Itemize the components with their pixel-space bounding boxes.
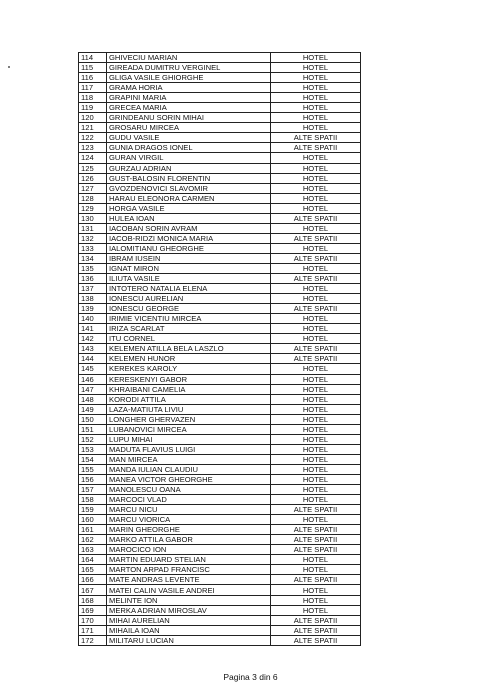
row-name: GLIGA VASILE GHIORGHE — [107, 73, 271, 83]
row-location: ALTE SPATII — [271, 575, 361, 585]
row-location: HOTEL — [271, 193, 361, 203]
row-location: HOTEL — [271, 485, 361, 495]
table-row — [79, 173, 361, 183]
row-location: ALTE SPATII — [271, 253, 361, 263]
row-number: 128 — [79, 193, 107, 203]
row-number: 147 — [79, 384, 107, 394]
row-location: ALTE SPATII — [271, 545, 361, 555]
row-location: HOTEL — [271, 434, 361, 444]
row-name: KHRAIBANI CAMELIA — [107, 384, 271, 394]
row-number: 123 — [79, 143, 107, 153]
row-location: ALTE SPATII — [271, 143, 361, 153]
row-name: MARCOCI VLAD — [107, 495, 271, 505]
row-name: KORODI ATTILA — [107, 394, 271, 404]
row-location: HOTEL — [271, 123, 361, 133]
row-name: LAZA-MATIUTA LIVIU — [107, 404, 271, 414]
row-location: HOTEL — [271, 394, 361, 404]
row-name: GROSARU MIRCEA — [107, 123, 271, 133]
row-name: GRINDEANU SORIN MIHAI — [107, 113, 271, 123]
row-name: MARTON ARPAD FRANCISC — [107, 565, 271, 575]
row-location: HOTEL — [271, 605, 361, 615]
table-row — [79, 213, 361, 223]
row-name: MATE ANDRAS LEVENTE — [107, 575, 271, 585]
row-location: HOTEL — [271, 314, 361, 324]
table-row — [79, 133, 361, 143]
row-name: GIREADA DUMITRU VERGINEL — [107, 63, 271, 73]
row-name: GURZAU ADRIAN — [107, 163, 271, 173]
row-location: HOTEL — [271, 324, 361, 334]
row-name: KELEMEN HUNOR — [107, 354, 271, 364]
table-row — [79, 525, 361, 535]
row-name: IRIZA SCARLAT — [107, 324, 271, 334]
row-name: GUST-BALOSIN FLORENTIN — [107, 173, 271, 183]
row-name: HARAU ELEONORA CARMEN — [107, 193, 271, 203]
table-row — [79, 454, 361, 464]
row-number: 118 — [79, 93, 107, 103]
row-location: HOTEL — [271, 103, 361, 113]
row-name: IACOB-RIDZI MONICA MARIA — [107, 233, 271, 243]
row-number: 152 — [79, 434, 107, 444]
table-row — [79, 123, 361, 133]
row-number: 130 — [79, 213, 107, 223]
row-name: MARIN GHEORGHE — [107, 525, 271, 535]
row-name: MARTIN EDUARD STELIAN — [107, 555, 271, 565]
row-number: 135 — [79, 263, 107, 273]
table-row — [79, 324, 361, 334]
row-name: MANEA VICTOR GHEORGHE — [107, 474, 271, 484]
table-row — [79, 394, 361, 404]
row-name: IONESCU AURELIAN — [107, 294, 271, 304]
row-number: 153 — [79, 444, 107, 454]
row-location: ALTE SPATII — [271, 133, 361, 143]
row-location: HOTEL — [271, 183, 361, 193]
table-row — [79, 505, 361, 515]
row-name: IBRAM IUSEIN — [107, 253, 271, 263]
row-number: 137 — [79, 284, 107, 294]
row-number: 142 — [79, 334, 107, 344]
table-row — [79, 233, 361, 243]
scan-speck — [8, 66, 10, 68]
row-number: 154 — [79, 454, 107, 464]
row-number: 165 — [79, 565, 107, 575]
row-location: HOTEL — [271, 555, 361, 565]
row-number: 145 — [79, 364, 107, 374]
table-row — [79, 485, 361, 495]
table-row — [79, 193, 361, 203]
row-number: 126 — [79, 173, 107, 183]
row-location: HOTEL — [271, 294, 361, 304]
table-row — [79, 73, 361, 83]
table-row — [79, 243, 361, 253]
row-name: MERKA ADRIAN MIROSLAV — [107, 605, 271, 615]
table-row — [79, 474, 361, 484]
table-row — [79, 495, 361, 505]
table-row — [79, 93, 361, 103]
table-row — [79, 615, 361, 625]
table-row — [79, 444, 361, 454]
table-row — [79, 53, 361, 63]
row-name: MILITARU LUCIAN — [107, 635, 271, 645]
table-row — [79, 535, 361, 545]
row-name: MADUTA FLAVIUS LUIGI — [107, 444, 271, 454]
row-number: 133 — [79, 243, 107, 253]
row-location: HOTEL — [271, 364, 361, 374]
row-number: 131 — [79, 223, 107, 233]
row-name: GUDU VASILE — [107, 133, 271, 143]
row-name: MAN MIRCEA — [107, 454, 271, 464]
table-row — [79, 274, 361, 284]
row-location: HOTEL — [271, 595, 361, 605]
row-location: HOTEL — [271, 454, 361, 464]
row-number: 120 — [79, 113, 107, 123]
row-name: LUBANOVICI MIRCEA — [107, 424, 271, 434]
row-location: HOTEL — [271, 263, 361, 273]
table-row — [79, 223, 361, 233]
table-row — [79, 334, 361, 344]
row-number: 164 — [79, 555, 107, 565]
row-number: 143 — [79, 344, 107, 354]
table-row — [79, 575, 361, 585]
row-location: ALTE SPATII — [271, 635, 361, 645]
row-number: 168 — [79, 595, 107, 605]
row-name: MARKO ATTILA GABOR — [107, 535, 271, 545]
row-location: HOTEL — [271, 464, 361, 474]
row-name: MANOLESCU OANA — [107, 485, 271, 495]
row-number: 124 — [79, 153, 107, 163]
row-location: ALTE SPATII — [271, 233, 361, 243]
row-location: HOTEL — [271, 223, 361, 233]
row-name: LONGHER GHERVAZEN — [107, 414, 271, 424]
row-number: 136 — [79, 274, 107, 284]
table-row — [79, 183, 361, 193]
row-name: MELINTE ION — [107, 595, 271, 605]
page-footer: Pagina 3 din 6 — [223, 672, 278, 682]
row-number: 172 — [79, 635, 107, 645]
table-row — [79, 424, 361, 434]
row-location: HOTEL — [271, 424, 361, 434]
table-row — [79, 565, 361, 575]
row-location: ALTE SPATII — [271, 213, 361, 223]
row-location: ALTE SPATII — [271, 505, 361, 515]
table-row — [79, 555, 361, 565]
row-number: 146 — [79, 374, 107, 384]
row-location: ALTE SPATII — [271, 615, 361, 625]
table-row — [79, 153, 361, 163]
row-number: 129 — [79, 203, 107, 213]
row-number: 125 — [79, 163, 107, 173]
row-number: 114 — [79, 53, 107, 63]
table-row — [79, 253, 361, 263]
table-row — [79, 103, 361, 113]
row-name: GRECEA MARIA — [107, 103, 271, 113]
row-number: 151 — [79, 424, 107, 434]
table-row — [79, 384, 361, 394]
table-row — [79, 344, 361, 354]
row-location: ALTE SPATII — [271, 525, 361, 535]
members-table — [78, 52, 361, 646]
row-name: GUNIA DRAGOS IONEL — [107, 143, 271, 153]
table-row — [79, 364, 361, 374]
table-row — [79, 595, 361, 605]
table-row — [79, 404, 361, 414]
row-location: HOTEL — [271, 113, 361, 123]
row-location: ALTE SPATII — [271, 344, 361, 354]
row-name: IRIMIE VICENTIU MIRCEA — [107, 314, 271, 324]
row-name: IALOMITIANU GHEORGHE — [107, 243, 271, 253]
row-location: HOTEL — [271, 203, 361, 213]
row-number: 155 — [79, 464, 107, 474]
row-name: GRAMA HORIA — [107, 83, 271, 93]
row-location: HOTEL — [271, 243, 361, 253]
row-location: HOTEL — [271, 284, 361, 294]
row-name: KEREKES KAROLY — [107, 364, 271, 374]
row-location: ALTE SPATII — [271, 304, 361, 314]
row-location: HOTEL — [271, 565, 361, 575]
row-location: ALTE SPATII — [271, 535, 361, 545]
table-row — [79, 263, 361, 273]
row-location: HOTEL — [271, 63, 361, 73]
row-location: HOTEL — [271, 404, 361, 414]
row-number: 160 — [79, 515, 107, 525]
row-number: 149 — [79, 404, 107, 414]
table-row — [79, 354, 361, 364]
row-number: 139 — [79, 304, 107, 314]
row-number: 170 — [79, 615, 107, 625]
row-name: GVOZDENOVICI SLAVOMIR — [107, 183, 271, 193]
row-name: MARCU VIORICA — [107, 515, 271, 525]
row-name: MATEI CALIN VASILE ANDREI — [107, 585, 271, 595]
table-row — [79, 83, 361, 93]
row-location: HOTEL — [271, 495, 361, 505]
row-number: 157 — [79, 485, 107, 495]
row-name: GRAPINI MARIA — [107, 93, 271, 103]
table-row — [79, 625, 361, 635]
table-row — [79, 605, 361, 615]
table-row — [79, 434, 361, 444]
table-row — [79, 374, 361, 384]
row-number: 134 — [79, 253, 107, 263]
row-number: 140 — [79, 314, 107, 324]
table-row — [79, 464, 361, 474]
row-number: 167 — [79, 585, 107, 595]
row-name: IACOBAN SORIN AVRAM — [107, 223, 271, 233]
row-number: 148 — [79, 394, 107, 404]
row-number: 144 — [79, 354, 107, 364]
row-location: HOTEL — [271, 73, 361, 83]
row-number: 169 — [79, 605, 107, 615]
row-number: 141 — [79, 324, 107, 334]
row-name: ILIUTA VASILE — [107, 274, 271, 284]
row-number: 132 — [79, 233, 107, 243]
row-name: LUPU MIHAI — [107, 434, 271, 444]
table-row — [79, 585, 361, 595]
row-number: 150 — [79, 414, 107, 424]
row-name: IGNAT MIRON — [107, 263, 271, 273]
row-name: INTOTERO NATALIA ELENA — [107, 284, 271, 294]
row-name: MIHAI AURELIAN — [107, 615, 271, 625]
row-location: ALTE SPATII — [271, 354, 361, 364]
row-location: HOTEL — [271, 374, 361, 384]
row-location: HOTEL — [271, 93, 361, 103]
row-number: 162 — [79, 535, 107, 545]
table-row — [79, 163, 361, 173]
table-row — [79, 203, 361, 213]
row-name: HORGA VASILE — [107, 203, 271, 213]
row-location: HOTEL — [271, 153, 361, 163]
row-number: 127 — [79, 183, 107, 193]
row-number: 156 — [79, 474, 107, 484]
row-number: 121 — [79, 123, 107, 133]
table-row — [79, 635, 361, 645]
row-number: 159 — [79, 505, 107, 515]
table-row — [79, 63, 361, 73]
row-name: ITU CORNEL — [107, 334, 271, 344]
row-number: 115 — [79, 63, 107, 73]
row-number: 163 — [79, 545, 107, 555]
row-location: HOTEL — [271, 515, 361, 525]
row-name: MARCU NICU — [107, 505, 271, 515]
row-number: 116 — [79, 73, 107, 83]
row-number: 117 — [79, 83, 107, 93]
row-location: HOTEL — [271, 444, 361, 454]
row-number: 161 — [79, 525, 107, 535]
row-name: KELEMEN ATILLA BELA LASZLO — [107, 344, 271, 354]
row-name: MIHAILA IOAN — [107, 625, 271, 635]
row-name: IONESCU GEORGE — [107, 304, 271, 314]
row-location: HOTEL — [271, 334, 361, 344]
table-row — [79, 314, 361, 324]
table-row — [79, 515, 361, 525]
row-number: 166 — [79, 575, 107, 585]
row-number: 122 — [79, 133, 107, 143]
row-location: HOTEL — [271, 173, 361, 183]
table-row — [79, 545, 361, 555]
row-location: HOTEL — [271, 163, 361, 173]
row-location: HOTEL — [271, 474, 361, 484]
row-location: HOTEL — [271, 53, 361, 63]
row-name: GHIVECIU MARIAN — [107, 53, 271, 63]
row-location: ALTE SPATII — [271, 625, 361, 635]
row-name: MAROCICO ION — [107, 545, 271, 555]
row-location: HOTEL — [271, 414, 361, 424]
row-name: KERESKENYI GABOR — [107, 374, 271, 384]
table-row — [79, 143, 361, 153]
table-row — [79, 284, 361, 294]
row-name: HULEA IOAN — [107, 213, 271, 223]
row-location: HOTEL — [271, 585, 361, 595]
row-number: 119 — [79, 103, 107, 113]
table-row — [79, 414, 361, 424]
row-number: 138 — [79, 294, 107, 304]
table-row — [79, 294, 361, 304]
row-location: HOTEL — [271, 83, 361, 93]
row-number: 171 — [79, 625, 107, 635]
table-row — [79, 113, 361, 123]
table-body — [79, 53, 361, 646]
row-location: HOTEL — [271, 384, 361, 394]
row-location: ALTE SPATII — [271, 274, 361, 284]
table-row — [79, 304, 361, 314]
row-name: MANDA IULIAN CLAUDIU — [107, 464, 271, 474]
row-number: 158 — [79, 495, 107, 505]
row-name: GURAN VIRGIL — [107, 153, 271, 163]
